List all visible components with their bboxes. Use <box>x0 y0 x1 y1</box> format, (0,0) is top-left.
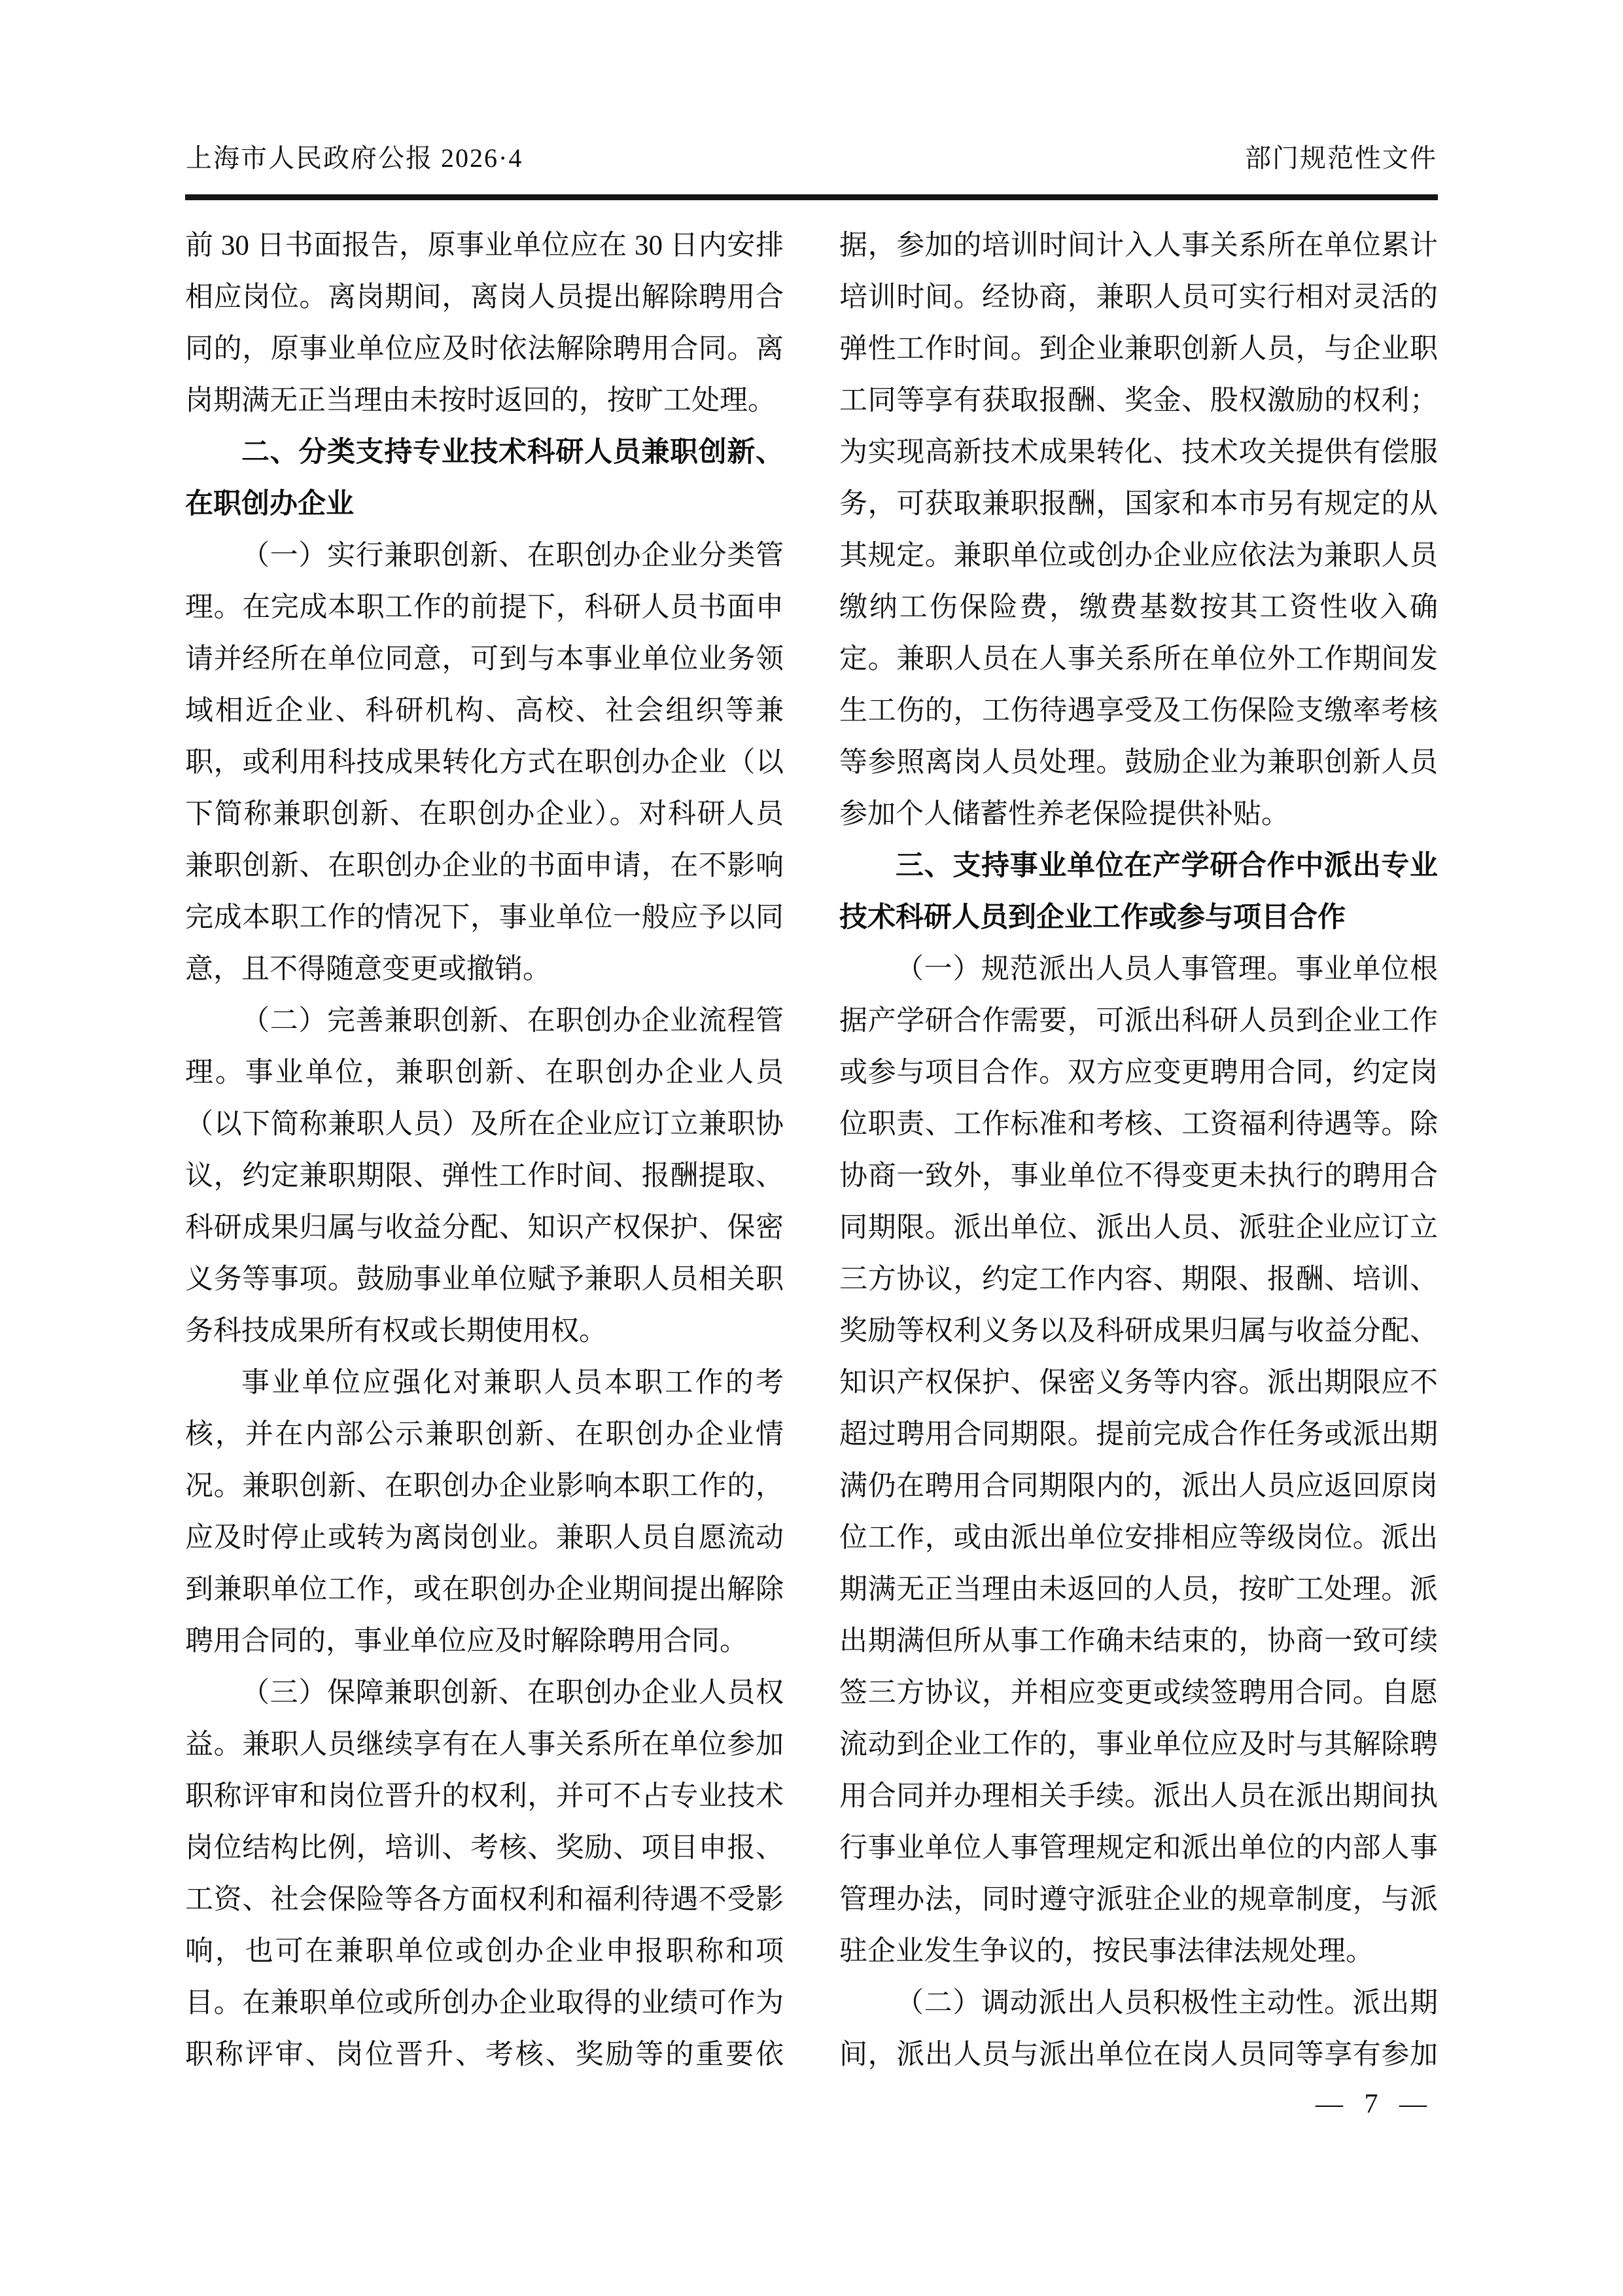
left-column <box>185 220 784 2081</box>
text-line: 义务等事项。鼓励事业单位赋予兼职人员相关职 <box>185 1264 784 1295</box>
heading-line: 技术科研人员到企业工作或参与项目合作 <box>839 902 1346 933</box>
text-line: 为实现高新技术成果转化、技术攻关提供有偿服 <box>839 437 1438 468</box>
gazette-title: 上海市人民政府公报 2026·4 <box>186 143 523 173</box>
text-line: 三方协议，约定工作内容、期限、报酬、培训、 <box>839 1264 1438 1295</box>
text-line: 兼职创新、在职创办企业的书面申请，在不影响 <box>185 851 784 881</box>
text-line: 前 30 日书面报告，原事业单位应在 30 日内安排 <box>185 230 784 261</box>
text-line: 管理办法，同时遵守派驻企业的规章制度，与派 <box>839 1884 1438 1915</box>
text-line: 其规定。兼职单位或创办企业应依法为兼职人员 <box>839 540 1438 571</box>
text-line: 况。兼职创新、在职创办企业影响本职工作的， <box>185 1471 784 1502</box>
text-line: 职称评审和岗位晋升的权利，并可不占专业技术 <box>185 1781 784 1812</box>
text-line: 聘用合同的，事业单位应及时解除聘用合同。 <box>185 1626 748 1657</box>
text-line: （二）调动派出人员积极性主动性。派出期 <box>896 1988 1438 2019</box>
text-line: 议，约定兼职期限、弹性工作时间、报酬提取、 <box>185 1161 784 1192</box>
text-line: 期满无正当理由未返回的人员，按旷工处理。派 <box>839 1574 1438 1605</box>
text-line: 生工伤的，工伤待遇享受及工伤保险支缴率考核 <box>839 696 1438 726</box>
text-line: 岗位结构比例，培训、考核、奖励、项目申报、 <box>185 1833 784 1863</box>
text-line: 益。兼职人员继续享有在人事关系所在单位参加 <box>185 1729 784 1760</box>
heading-line: 三、支持事业单位在产学研合作中派出专业 <box>896 850 1438 881</box>
text-line: 弹性工作时间。到企业兼职创新人员，与企业职 <box>839 334 1438 364</box>
text-line: 职，或利用科技成果转化方式在职创办企业（以 <box>185 747 784 778</box>
text-line: 用合同并办理相关手续。派出人员在派出期间执 <box>839 1781 1438 1812</box>
text-line: 奖励等权利义务以及科研成果归属与收益分配、 <box>839 1316 1438 1347</box>
right-column <box>839 220 1438 2081</box>
text-line: 目。在兼职单位或所创办企业取得的业绩可作为 <box>185 1988 784 2019</box>
text-line: 下简称兼职创新、在职创办企业）。对科研人员 <box>185 799 784 830</box>
heading-line: 在职创办企业 <box>185 488 354 520</box>
text-line: 到兼职单位工作，或在职创办企业期间提出解除 <box>185 1574 784 1605</box>
text-line: 协商一致外，事业单位不得变更未执行的聘用合 <box>839 1161 1438 1192</box>
text-line: 务科技成果所有权或长期使用权。 <box>185 1316 607 1347</box>
heading-line: 二、分类支持专业技术科研人员兼职创新、 <box>241 436 784 468</box>
text-line: 知识产权保护、保密义务等内容。派出期限应不 <box>839 1368 1438 1398</box>
text-line: 工同等享有获取报酬、奖金、股权激励的权利； <box>839 385 1438 416</box>
section-label: 部门规范性文件 <box>1245 143 1437 173</box>
text-line: （二）完善兼职创新、在职创办企业流程管 <box>241 1006 784 1036</box>
text-line: 行事业单位人事管理规定和派出单位的内部人事 <box>839 1833 1438 1863</box>
text-line: （一）规范派出人员人事管理。事业单位根 <box>896 954 1438 985</box>
text-line: 驻企业发生争议的，按民事法律法规处理。 <box>839 1936 1374 1967</box>
text-line: 流动到企业工作的，事业单位应及时与其解除聘 <box>839 1729 1438 1760</box>
text-line: 同期限。派出单位、派出人员、派驻企业应订立 <box>839 1212 1438 1243</box>
text-line: 间，派出人员与派出单位在岗人员同等享有参加 <box>839 2040 1438 2070</box>
text-line: 满仍在聘用合同期限内的，派出人员应返回原岗 <box>839 1471 1438 1502</box>
text-line: 应及时停止或转为离岗创业。兼职人员自愿流动 <box>185 1523 784 1553</box>
text-line: 据，参加的培训时间计入人事关系所在单位累计 <box>839 230 1438 261</box>
text-line: 理。在完成本职工作的前提下，科研人员书面申 <box>185 592 784 623</box>
text-line: （以下简称兼职人员）及所在企业应订立兼职协 <box>185 1109 784 1140</box>
text-line: 同的，原事业单位应及时依法解除聘用合同。离 <box>185 334 784 364</box>
text-line: 意，且不得随意变更或撤销。 <box>185 954 551 985</box>
text-line: 科研成果归属与收益分配、知识产权保护、保密 <box>185 1212 784 1243</box>
text-line: 事业单位应强化对兼职人员本职工作的考 <box>241 1368 784 1398</box>
text-line: 参加个人储蓄性养老保险提供补贴。 <box>839 799 1289 830</box>
text-line: 签三方协议，并相应变更或续签聘用合同。自愿 <box>839 1678 1438 1708</box>
text-line: 定。兼职人员在人事关系所在单位外工作期间发 <box>839 644 1438 675</box>
text-line: 完成本职工作的情况下，事业单位一般应予以同 <box>185 902 784 933</box>
text-line: 职称评审、岗位晋升、考核、奖励等的重要依 <box>185 2040 784 2070</box>
text-line: 缴纳工伤保险费，缴费基数按其工资性收入确 <box>839 592 1438 623</box>
text-line: 核，并在内部公示兼职创新、在职创办企业情 <box>185 1419 784 1450</box>
text-line: 位工作，或由派出单位安排相应等级岗位。派出 <box>839 1523 1438 1553</box>
text-line: 请并经所在单位同意，可到与本事业单位业务领 <box>185 644 784 675</box>
text-line: （三）保障兼职创新、在职创办企业人员权 <box>241 1678 784 1708</box>
text-line: 培训时间。经协商，兼职人员可实行相对灵活的 <box>839 282 1438 313</box>
text-line: 超过聘用合同期限。提前完成合作任务或派出期 <box>839 1419 1438 1450</box>
text-line: 域相近企业、科研机构、高校、社会组织等兼 <box>185 696 784 726</box>
text-line: 位职责、工作标准和考核、工资福利待遇等。除 <box>839 1109 1438 1140</box>
header-rule <box>185 194 1438 200</box>
text-line: 或参与项目合作。双方应变更聘用合同，约定岗 <box>839 1057 1438 1088</box>
text-line: 出期满但所从事工作确未结束的，协商一致可续 <box>839 1626 1438 1657</box>
text-line: 相应岗位。离岗期间，离岗人员提出解除聘用合 <box>185 282 784 313</box>
text-line: 务，可获取兼职报酬，国家和本市另有规定的从 <box>839 489 1438 520</box>
text-line: 理。事业单位，兼职创新、在职创办企业人员 <box>185 1057 784 1088</box>
text-line: 响，也可在兼职单位或创办企业申报职称和项 <box>185 1936 784 1967</box>
text-line: 据产学研合作需要，可派出科研人员到企业工作 <box>839 1006 1438 1036</box>
page-number: — 7 — <box>1316 2089 1427 2119</box>
text-line: （一）实行兼职创新、在职创办企业分类管 <box>241 540 784 571</box>
text-line: 岗期满无正当理由未按时返回的，按旷工处理。 <box>185 385 776 416</box>
text-line: 等参照离岗人员处理。鼓励企业为兼职创新人员 <box>839 747 1438 778</box>
text-line: 工资、社会保险等各方面权利和福利待遇不受影 <box>185 1884 784 1915</box>
